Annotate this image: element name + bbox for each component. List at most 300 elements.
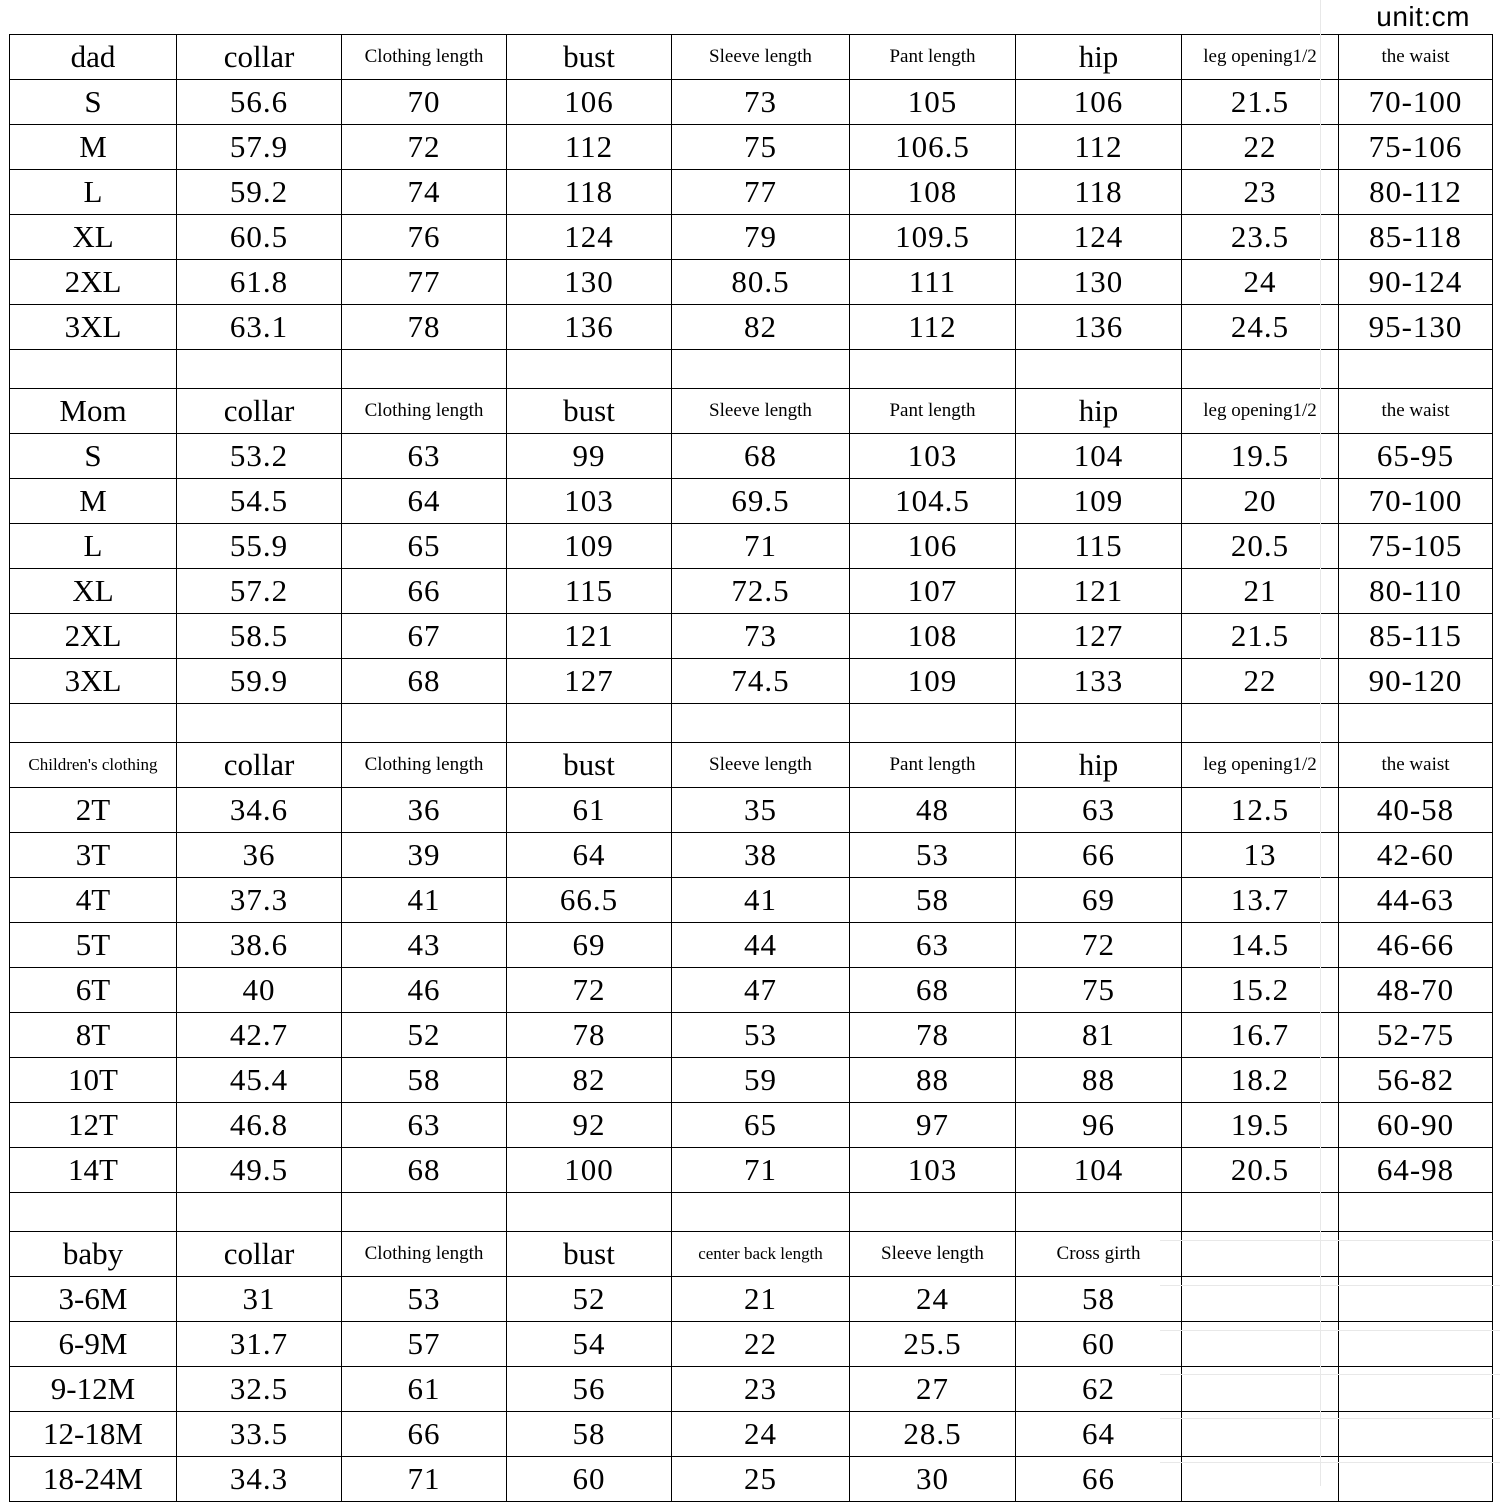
cell-waist: 80-112 [1339, 170, 1493, 215]
cell-pant-length: 106.5 [850, 125, 1016, 170]
cell-sleeve-length: 71 [672, 1148, 850, 1193]
size-label: S [10, 80, 177, 125]
size-label: M [10, 479, 177, 524]
cell-leg-opening: 20.5 [1182, 1148, 1339, 1193]
size-label: 4T [10, 878, 177, 923]
table-row [10, 1058, 1493, 1103]
size-label: 6T [10, 968, 177, 1013]
header-children-leg-opening: leg opening1/2 [1182, 743, 1339, 788]
cell-hip: 115 [1016, 524, 1182, 569]
cell-pant-length: 106 [850, 524, 1016, 569]
empty-cell [1182, 1367, 1339, 1412]
empty-cell [1182, 1457, 1339, 1502]
cell-clothing-length: 72 [342, 125, 507, 170]
cell-hip: 124 [1016, 215, 1182, 260]
cell-cross-girth: 58 [1016, 1277, 1182, 1322]
cell-hip: 106 [1016, 80, 1182, 125]
size-label: XL [10, 215, 177, 260]
header-mom-clothing-length: Clothing length [342, 389, 507, 434]
cell-sleeve-length: 24 [850, 1277, 1016, 1322]
cell-pant-length: 88 [850, 1058, 1016, 1103]
size-label: L [10, 524, 177, 569]
cell-clothing-length: 78 [342, 305, 507, 350]
cell-collar: 40 [177, 968, 342, 1013]
cell-hip: 96 [1016, 1103, 1182, 1148]
cell-pant-length: 109.5 [850, 215, 1016, 260]
size-label: S [10, 434, 177, 479]
table-row [10, 305, 1493, 350]
cell-waist: 80-110 [1339, 569, 1493, 614]
table-row [10, 788, 1493, 833]
cell-bust: 124 [507, 215, 672, 260]
header-mom-bust: bust [507, 389, 672, 434]
size-label: 5T [10, 923, 177, 968]
table-row [10, 833, 1493, 878]
cell-collar: 31.7 [177, 1322, 342, 1367]
cell-sleeve-length: 65 [672, 1103, 850, 1148]
cell-cross-girth: 62 [1016, 1367, 1182, 1412]
cell-waist: 40-58 [1339, 788, 1493, 833]
size-label: 14T [10, 1148, 177, 1193]
header-mom-sleeve-length: Sleeve length [672, 389, 850, 434]
table-row [10, 1412, 1493, 1457]
cell-hip: 121 [1016, 569, 1182, 614]
spacer-cell [1339, 704, 1493, 743]
cell-waist: 48-70 [1339, 968, 1493, 1013]
cell-waist: 90-120 [1339, 659, 1493, 704]
cell-sleeve-length: 27 [850, 1367, 1016, 1412]
cell-cross-girth: 66 [1016, 1457, 1182, 1502]
spacer-cell [342, 1193, 507, 1232]
cell-leg-opening: 16.7 [1182, 1013, 1339, 1058]
cell-bust: 60 [507, 1457, 672, 1502]
cell-clothing-length: 71 [342, 1457, 507, 1502]
cell-collar: 33.5 [177, 1412, 342, 1457]
spacer-cell [342, 350, 507, 389]
table-row [10, 524, 1493, 569]
cell-pant-length: 63 [850, 923, 1016, 968]
cell-bust: 127 [507, 659, 672, 704]
cell-clothing-length: 46 [342, 968, 507, 1013]
size-label: 2XL [10, 614, 177, 659]
cell-leg-opening: 21.5 [1182, 614, 1339, 659]
cell-clothing-length: 43 [342, 923, 507, 968]
header-mom-pant-length: Pant length [850, 389, 1016, 434]
cell-collar: 55.9 [177, 524, 342, 569]
cell-clothing-length: 63 [342, 1103, 507, 1148]
empty-cell [1339, 1277, 1493, 1322]
cell-sleeve-length: 44 [672, 923, 850, 968]
size-label: 2XL [10, 260, 177, 305]
table-row [10, 1103, 1493, 1148]
size-chart-table [9, 34, 1493, 1502]
cell-hip: 66 [1016, 833, 1182, 878]
cell-sleeve-length: 35 [672, 788, 850, 833]
spacer-cell [850, 1193, 1016, 1232]
table-row [10, 1457, 1493, 1502]
spacer-row [10, 350, 1493, 389]
cell-leg-opening: 18.2 [1182, 1058, 1339, 1103]
cell-waist: 65-95 [1339, 434, 1493, 479]
cell-waist: 52-75 [1339, 1013, 1493, 1058]
cell-leg-opening: 19.5 [1182, 1103, 1339, 1148]
header-baby-collar: collar [177, 1232, 342, 1277]
spacer-row [10, 1193, 1493, 1232]
empty-cell [1339, 1232, 1493, 1277]
cell-clothing-length: 74 [342, 170, 507, 215]
cell-waist: 44-63 [1339, 878, 1493, 923]
cell-bust: 54 [507, 1322, 672, 1367]
cell-cross-girth: 64 [1016, 1412, 1182, 1457]
cell-collar: 57.2 [177, 569, 342, 614]
cell-leg-opening: 20 [1182, 479, 1339, 524]
empty-cell [1182, 1322, 1339, 1367]
cell-bust: 64 [507, 833, 672, 878]
cell-clothing-length: 39 [342, 833, 507, 878]
cell-center-back-length: 22 [672, 1322, 850, 1367]
cell-collar: 38.6 [177, 923, 342, 968]
cell-collar: 49.5 [177, 1148, 342, 1193]
cell-leg-opening: 23.5 [1182, 215, 1339, 260]
cell-leg-opening: 15.2 [1182, 968, 1339, 1013]
table-header-row-children [10, 743, 1493, 788]
spacer-cell [1182, 350, 1339, 389]
size-label: 3XL [10, 305, 177, 350]
spacer-cell [1016, 1193, 1182, 1232]
cell-collar: 54.5 [177, 479, 342, 524]
cell-waist: 64-98 [1339, 1148, 1493, 1193]
cell-pant-length: 104.5 [850, 479, 1016, 524]
unit-label: unit:cm [1376, 1, 1470, 32]
empty-cell [1339, 1193, 1493, 1232]
cell-sleeve-length: 82 [672, 305, 850, 350]
cell-sleeve-length: 73 [672, 614, 850, 659]
empty-cell [1182, 1193, 1339, 1232]
cell-waist: 42-60 [1339, 833, 1493, 878]
table-header-row-mom [10, 389, 1493, 434]
cell-collar: 61.8 [177, 260, 342, 305]
cell-center-back-length: 24 [672, 1412, 850, 1457]
cell-leg-opening: 20.5 [1182, 524, 1339, 569]
cell-hip: 104 [1016, 434, 1182, 479]
cell-bust: 69 [507, 923, 672, 968]
cell-pant-length: 68 [850, 968, 1016, 1013]
cell-clothing-length: 57 [342, 1322, 507, 1367]
spacer-cell [1339, 350, 1493, 389]
header-children-hip: hip [1016, 743, 1182, 788]
cell-waist: 90-124 [1339, 260, 1493, 305]
cell-clothing-length: 58 [342, 1058, 507, 1103]
table-header-row-dad [10, 35, 1493, 80]
cell-hip: 88 [1016, 1058, 1182, 1103]
table-header-row-baby [10, 1232, 1493, 1277]
cell-leg-opening: 22 [1182, 659, 1339, 704]
cell-bust: 61 [507, 788, 672, 833]
cell-hip: 118 [1016, 170, 1182, 215]
header-mom-waist: the waist [1339, 389, 1493, 434]
cell-hip: 136 [1016, 305, 1182, 350]
cell-bust: 115 [507, 569, 672, 614]
cell-collar: 32.5 [177, 1367, 342, 1412]
cell-leg-opening: 21.5 [1182, 80, 1339, 125]
spacer-cell [672, 1193, 850, 1232]
table-row [10, 569, 1493, 614]
cell-collar: 59.9 [177, 659, 342, 704]
header-dad-clothing-length: Clothing length [342, 35, 507, 80]
cell-leg-opening: 23 [1182, 170, 1339, 215]
cell-collar: 34.6 [177, 788, 342, 833]
cell-clothing-length: 68 [342, 1148, 507, 1193]
spacer-row [10, 704, 1493, 743]
header-baby-clothing-length: Clothing length [342, 1232, 507, 1277]
header-mom-hip: hip [1016, 389, 1182, 434]
cell-leg-opening: 24 [1182, 260, 1339, 305]
cell-pant-length: 112 [850, 305, 1016, 350]
header-baby-center-back-length: center back length [672, 1232, 850, 1277]
cell-bust: 56 [507, 1367, 672, 1412]
cell-collar: 37.3 [177, 878, 342, 923]
cell-clothing-length: 63 [342, 434, 507, 479]
spacer-cell [177, 350, 342, 389]
cell-hip: 109 [1016, 479, 1182, 524]
cell-collar: 34.3 [177, 1457, 342, 1502]
cell-sleeve-length: 53 [672, 1013, 850, 1058]
header-baby-sleeve-length: Sleeve length [850, 1232, 1016, 1277]
cell-pant-length: 78 [850, 1013, 1016, 1058]
cell-clothing-length: 41 [342, 878, 507, 923]
header-children-title: Children's clothing [10, 743, 177, 788]
size-label: 9-12M [10, 1367, 177, 1412]
cell-bust: 66.5 [507, 878, 672, 923]
cell-bust: 92 [507, 1103, 672, 1148]
cell-waist: 85-118 [1339, 215, 1493, 260]
cell-sleeve-length: 59 [672, 1058, 850, 1103]
spacer-cell [507, 704, 672, 743]
cell-sleeve-length: 30 [850, 1457, 1016, 1502]
cell-collar: 45.4 [177, 1058, 342, 1103]
cell-bust: 52 [507, 1277, 672, 1322]
size-label: 6-9M [10, 1322, 177, 1367]
empty-cell [1182, 1277, 1339, 1322]
header-dad-pant-length: Pant length [850, 35, 1016, 80]
cell-clothing-length: 36 [342, 788, 507, 833]
cell-leg-opening: 14.5 [1182, 923, 1339, 968]
cell-sleeve-length: 38 [672, 833, 850, 878]
header-dad-hip: hip [1016, 35, 1182, 80]
cell-pant-length: 97 [850, 1103, 1016, 1148]
cell-pant-length: 103 [850, 434, 1016, 479]
cell-collar: 53.2 [177, 434, 342, 479]
cell-pant-length: 103 [850, 1148, 1016, 1193]
cell-clothing-length: 61 [342, 1367, 507, 1412]
cell-hip: 72 [1016, 923, 1182, 968]
table-row [10, 1013, 1493, 1058]
cell-center-back-length: 23 [672, 1367, 850, 1412]
spacer-cell [10, 704, 177, 743]
cell-leg-opening: 12.5 [1182, 788, 1339, 833]
spacer-cell [177, 1193, 342, 1232]
cell-sleeve-length: 77 [672, 170, 850, 215]
cell-leg-opening: 21 [1182, 569, 1339, 614]
cell-center-back-length: 21 [672, 1277, 850, 1322]
cell-sleeve-length: 74.5 [672, 659, 850, 704]
header-children-bust: bust [507, 743, 672, 788]
cell-leg-opening: 24.5 [1182, 305, 1339, 350]
cell-waist: 60-90 [1339, 1103, 1493, 1148]
spacer-cell [177, 704, 342, 743]
spacer-cell [672, 704, 850, 743]
cell-collar: 63.1 [177, 305, 342, 350]
cell-bust: 136 [507, 305, 672, 350]
header-children-clothing-length: Clothing length [342, 743, 507, 788]
spacer-cell [1016, 350, 1182, 389]
table-row [10, 923, 1493, 968]
spacer-cell [10, 350, 177, 389]
spacer-cell [1182, 704, 1339, 743]
header-baby-bust: bust [507, 1232, 672, 1277]
size-label: 2T [10, 788, 177, 833]
header-mom-leg-opening: leg opening1/2 [1182, 389, 1339, 434]
size-label: M [10, 125, 177, 170]
cell-waist: 70-100 [1339, 479, 1493, 524]
header-dad-sleeve-length: Sleeve length [672, 35, 850, 80]
cell-clothing-length: 65 [342, 524, 507, 569]
cell-sleeve-length: 72.5 [672, 569, 850, 614]
cell-sleeve-length: 71 [672, 524, 850, 569]
size-label: 8T [10, 1013, 177, 1058]
cell-collar: 31 [177, 1277, 342, 1322]
size-label: 18-24M [10, 1457, 177, 1502]
header-children-waist: the waist [1339, 743, 1493, 788]
cell-hip: 130 [1016, 260, 1182, 305]
cell-waist: 46-66 [1339, 923, 1493, 968]
cell-bust: 72 [507, 968, 672, 1013]
cell-bust: 112 [507, 125, 672, 170]
table-row [10, 434, 1493, 479]
cell-bust: 121 [507, 614, 672, 659]
cell-sleeve-length: 41 [672, 878, 850, 923]
cell-collar: 60.5 [177, 215, 342, 260]
spacer-cell [1016, 704, 1182, 743]
cell-clothing-length: 66 [342, 1412, 507, 1457]
cell-sleeve-length: 28.5 [850, 1412, 1016, 1457]
table-row [10, 479, 1493, 524]
cell-clothing-length: 70 [342, 80, 507, 125]
cell-collar: 46.8 [177, 1103, 342, 1148]
cell-clothing-length: 68 [342, 659, 507, 704]
cell-hip: 81 [1016, 1013, 1182, 1058]
cell-sleeve-length: 69.5 [672, 479, 850, 524]
table-row [10, 968, 1493, 1013]
table-row [10, 1367, 1493, 1412]
spacer-cell [850, 350, 1016, 389]
table-row [10, 80, 1493, 125]
cell-pant-length: 48 [850, 788, 1016, 833]
spacer-cell [507, 1193, 672, 1232]
header-baby-cross-girth: Cross girth [1016, 1232, 1182, 1277]
cell-clothing-length: 52 [342, 1013, 507, 1058]
header-children-pant-length: Pant length [850, 743, 1016, 788]
cell-waist: 85-115 [1339, 614, 1493, 659]
table-row [10, 170, 1493, 215]
header-dad-collar: collar [177, 35, 342, 80]
cell-clothing-length: 67 [342, 614, 507, 659]
cell-collar: 58.5 [177, 614, 342, 659]
cell-sleeve-length: 75 [672, 125, 850, 170]
cell-hip: 69 [1016, 878, 1182, 923]
cell-hip: 112 [1016, 125, 1182, 170]
table-row [10, 1322, 1493, 1367]
cell-collar: 57.9 [177, 125, 342, 170]
header-dad-leg-opening: leg opening1/2 [1182, 35, 1339, 80]
cell-pant-length: 107 [850, 569, 1016, 614]
header-children-collar: collar [177, 743, 342, 788]
cell-clothing-length: 53 [342, 1277, 507, 1322]
cell-bust: 103 [507, 479, 672, 524]
table-row [10, 125, 1493, 170]
cell-sleeve-length: 73 [672, 80, 850, 125]
size-label: XL [10, 569, 177, 614]
cell-pant-length: 58 [850, 878, 1016, 923]
spacer-cell [672, 350, 850, 389]
cell-hip: 104 [1016, 1148, 1182, 1193]
table-row [10, 878, 1493, 923]
cell-bust: 82 [507, 1058, 672, 1103]
cell-sleeve-length: 47 [672, 968, 850, 1013]
empty-cell [1339, 1412, 1493, 1457]
header-dad-waist: the waist [1339, 35, 1493, 80]
table-row [10, 260, 1493, 305]
empty-cell [1339, 1457, 1493, 1502]
cell-collar: 42.7 [177, 1013, 342, 1058]
cell-collar: 59.2 [177, 170, 342, 215]
table-row [10, 1277, 1493, 1322]
header-baby-title: baby [10, 1232, 177, 1277]
cell-hip: 133 [1016, 659, 1182, 704]
cell-pant-length: 109 [850, 659, 1016, 704]
cell-pant-length: 108 [850, 614, 1016, 659]
table-row [10, 215, 1493, 260]
empty-cell [1182, 1412, 1339, 1457]
header-dad-bust: bust [507, 35, 672, 80]
table-row [10, 659, 1493, 704]
spacer-cell [507, 350, 672, 389]
size-label: 3-6M [10, 1277, 177, 1322]
size-label: L [10, 170, 177, 215]
cell-clothing-length: 66 [342, 569, 507, 614]
cell-leg-opening: 13.7 [1182, 878, 1339, 923]
empty-cell [1182, 1232, 1339, 1277]
cell-pant-length: 53 [850, 833, 1016, 878]
cell-bust: 130 [507, 260, 672, 305]
cell-pant-length: 108 [850, 170, 1016, 215]
cell-bust: 106 [507, 80, 672, 125]
cell-sleeve-length: 68 [672, 434, 850, 479]
header-dad-title: dad [10, 35, 177, 80]
cell-waist: 95-130 [1339, 305, 1493, 350]
spacer-cell [342, 704, 507, 743]
cell-hip: 63 [1016, 788, 1182, 833]
cell-pant-length: 111 [850, 260, 1016, 305]
cell-cross-girth: 60 [1016, 1322, 1182, 1367]
cell-bust: 58 [507, 1412, 672, 1457]
spacer-cell [850, 704, 1016, 743]
cell-clothing-length: 77 [342, 260, 507, 305]
table-row [10, 614, 1493, 659]
cell-bust: 118 [507, 170, 672, 215]
cell-waist: 56-82 [1339, 1058, 1493, 1103]
cell-bust: 99 [507, 434, 672, 479]
